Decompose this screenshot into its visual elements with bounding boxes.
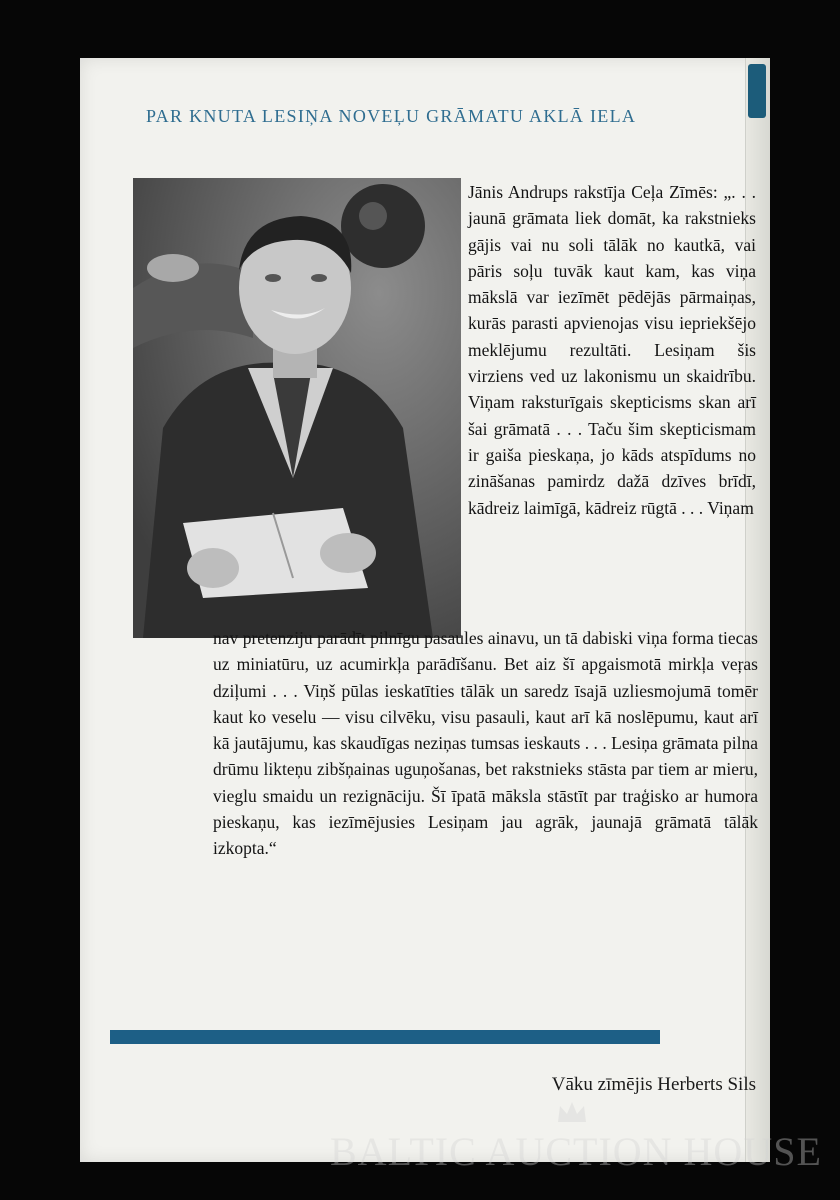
blue-divider-bar (110, 1030, 660, 1044)
spine-blue-tab (748, 64, 766, 118)
crown-icon (556, 1098, 588, 1126)
review-paragraph-column: Jānis Andrups rakstīja Ceļa Zīmēs: „. . . jaunā grāmata liek domāt, ka rakstnieks gājis vai nu soli tālāk no kautkā, vai pāris soļu tuvāk kaut kam, kas viņa mākslā var iezīmēt pēdējās pārmaiņas, kurās parasti apvienojas visu iepriekšējo meklējumu rezultāti. Lesiņam šis virziens ved uz lakonismu un skaidrību. Viņam raksturīgais skepticisms skan arī šai grāmatā . . . Taču šim skepticismam ir gaiša pieskaņa, jo kāds atspīdums no zināšanas pamirdz dažā dzīves brīdī, kādreiz laimīgā, kādreiz rūgtā . . . Viņam (468, 182, 756, 518)
book-back-cover (80, 58, 770, 1162)
portrait-illustration (133, 178, 461, 638)
cover-artist-credit: Vāku zīmējis Herberts Sils (551, 1074, 756, 1095)
author-portrait-photo (133, 178, 461, 638)
cover-heading: PAR KNUTA LESIŅA NOVEĻU GRĀMATU AKLĀ IELA (146, 106, 637, 126)
auction-house-watermark: BALTIC AUCTION HOUSE (330, 1129, 822, 1174)
review-paragraph-full: nav pretenziju parādīt pilnīgu pasaules ainavu, un tā dabiski viņa forma tiecas uz miniatūru, uz acumirkļa parādīšanu. Bet aiz šī apgaismotā mirkļa veŗas dziļumi . . . Viņš pūlas ieskatīties tālāk un saredz īsajā uzliesmojumā tomēr kaut ko veselu — visu cilvēku, visu pasauli, kaut arī kā noslēpumu, kaut arī kā jautājumu, kas skaudīgas neziņas tumsas ieskauts . . . Lesiņa grāmata pilna drūmu likteņu zibšņainas uguņošanas, bet rakstnieks stāsta par tiem ar mieru, vieglu smaidu un rezignāciju. Šī īpatā māksla stāstīt par traģisko ar humora pieskaņu, kas iezīmējusies Lesiņam jau agrāk, jaunajā grāmatā tālāk izkopta.“ (213, 628, 758, 859)
